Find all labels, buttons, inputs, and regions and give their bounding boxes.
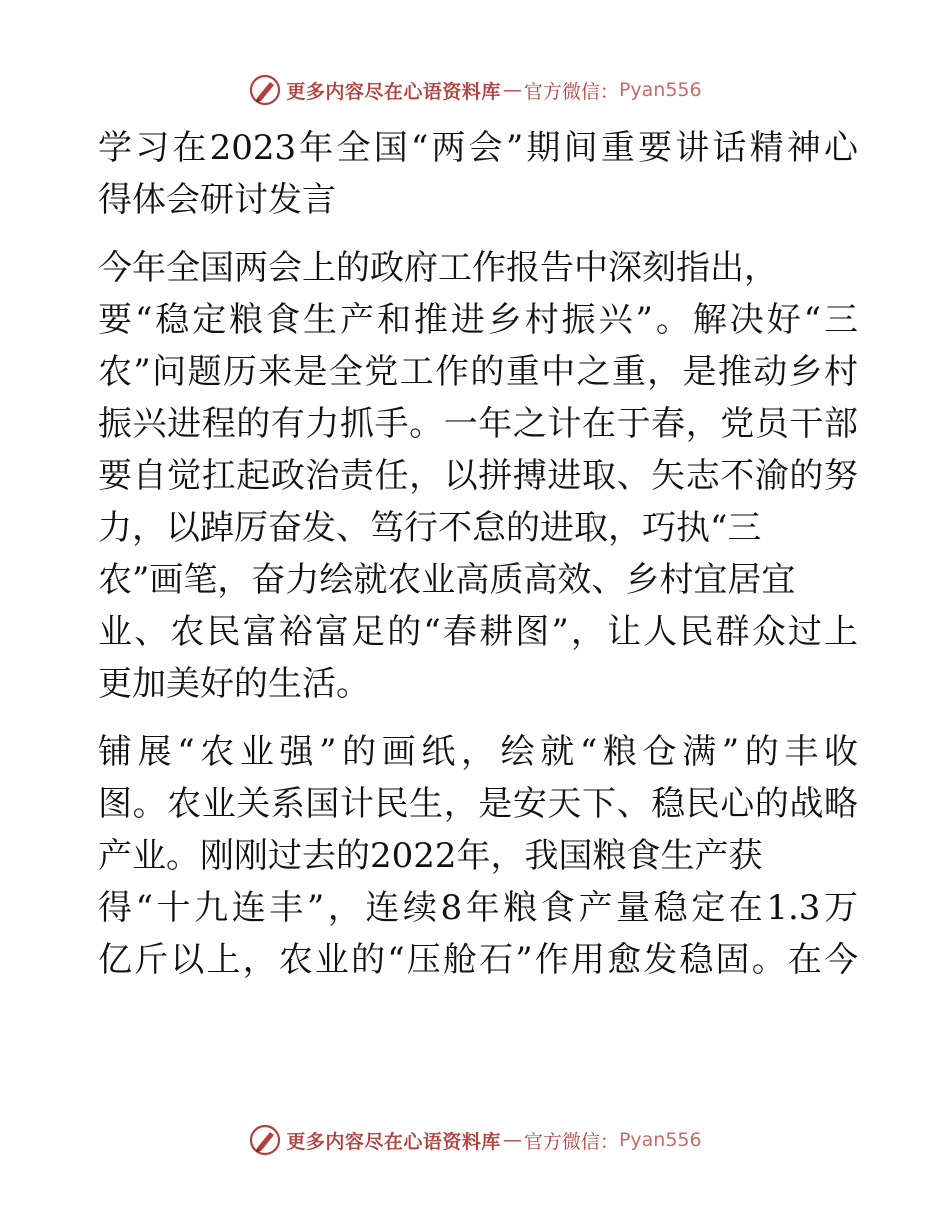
paragraph-line: 亿斤以上，农业的“压舱石”作用愈发稳固。在今 xyxy=(98,940,858,980)
header-watermark-banner xyxy=(0,70,950,110)
footer-watermark-banner xyxy=(0,1120,950,1160)
banner-official-label: 官方微信： xyxy=(523,80,619,103)
document-body xyxy=(98,122,858,986)
paragraph-line: 农”画笔，奋力绘就农业高质高效、乡村宜居宜 xyxy=(98,560,796,600)
paragraph-line: 今年全国两会上的政府工作报告中深刻指出， xyxy=(98,248,778,288)
paragraph-line: 铺展“农业强”的画纸，绘就“粮仓满”的丰收 xyxy=(98,732,858,772)
paragraph-line: 业、农民富裕富足的“春耕图”，让人民群众过上 xyxy=(98,612,858,652)
pen-logo-icon xyxy=(248,1123,282,1157)
banner-site-name: 更多内容尽在心语资料库 xyxy=(286,1130,501,1153)
document-title xyxy=(98,122,858,226)
paragraph-line: 图。农业关系国计民生，是安天下、稳民心的战略 xyxy=(98,784,858,824)
paragraph-line: 要自觉扛起政治责任，以拼搏进取、矢志不渝的努 xyxy=(98,456,858,496)
title-line: 学习在2023年全国“两会”期间重要讲话精神心 xyxy=(98,128,858,168)
banner-wechat-id: Pyan556 xyxy=(618,79,702,101)
banner-official-label: 官方微信： xyxy=(523,1130,619,1153)
paragraph-line: 振兴进程的有力抓手。一年之计在于春，党员干部 xyxy=(98,404,858,444)
paragraph-line: 更加美好的生活。 xyxy=(98,664,370,704)
paragraph-line: 产业。刚刚过去的2022年，我国粮食生产获 xyxy=(98,836,763,876)
paragraph-line: 要“稳定粮食生产和推进乡村振兴”。解决好“三 xyxy=(98,300,858,340)
paragraph-line: 农”问题历来是全党工作的重中之重，是推动乡村 xyxy=(98,352,858,392)
banner-dash: — xyxy=(502,1129,522,1151)
banner-wechat-id: Pyan556 xyxy=(618,1129,702,1151)
banner-site-name: 更多内容尽在心语资料库 xyxy=(286,80,501,103)
paragraph-line: 力，以踔厉奋发、笃行不怠的进取，巧执“三 xyxy=(98,508,762,548)
pen-logo-icon xyxy=(248,73,282,107)
paragraph-1 xyxy=(98,242,858,710)
banner-dash: — xyxy=(502,79,522,101)
paragraph-line: 得“十九连丰”，连续8年粮食产量稳定在1.3万 xyxy=(98,888,858,928)
paragraph-2 xyxy=(98,726,858,986)
title-line: 得体会研讨发言 xyxy=(98,180,336,220)
